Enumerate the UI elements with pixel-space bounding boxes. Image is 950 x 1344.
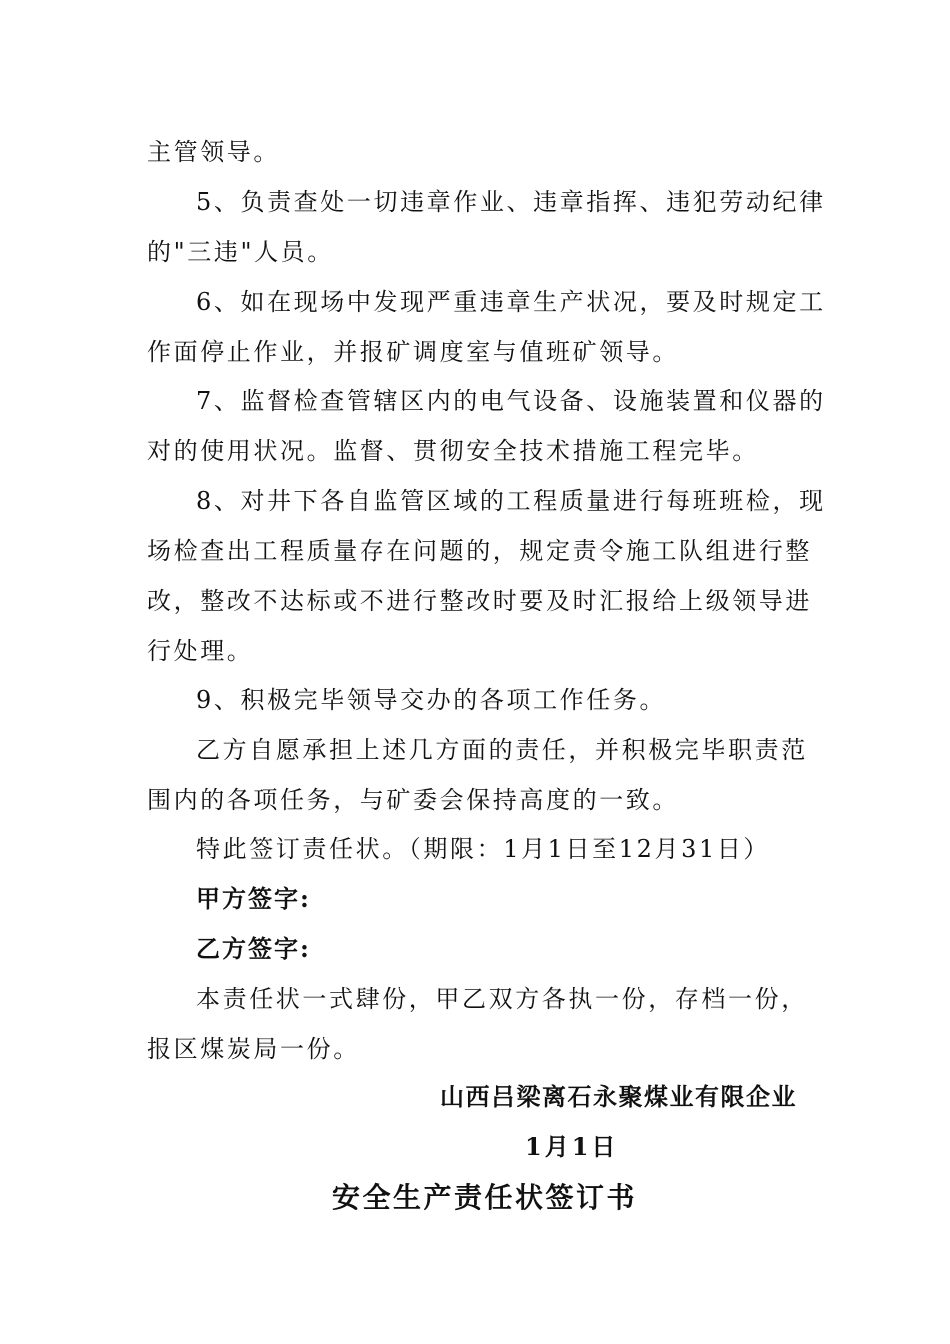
paragraph-line: 8、对井下各自监管区域的工程质量进行每班班检，现: [196, 487, 826, 515]
paragraph-line: 7、监督检查管辖区内的电气设备、设施装置和仪器的: [196, 387, 826, 415]
paragraph-line: 围内的各项任务，与矿委会保持高度的一致。: [147, 786, 679, 814]
next-document-title: 安全生产责任状签订书: [332, 1181, 638, 1214]
closing-line: 报区煤炭局一份。: [147, 1035, 360, 1063]
closing-line: 本责任状一式肆份，甲乙双方各执一份，存档一份，: [196, 985, 808, 1013]
paragraph-line: 6、如在现场中发现严重违章生产状况，要及时规定工: [196, 288, 826, 316]
paragraph-line: 改，整改不达标或不进行整改时要及时汇报给上级领导进: [147, 587, 812, 615]
paragraph-line: 乙方自愿承担上述几方面的责任，并积极完毕职责范: [196, 736, 808, 764]
paragraph-line: 9、积极完毕领导交办的各项工作任务。: [196, 686, 667, 714]
paragraph-line: 行处理。: [147, 637, 254, 665]
party-b-signature-label: 乙方签字:: [196, 934, 311, 963]
paragraph-line: 对的使用状况。监督、贯彻安全技术措施工程完毕。: [147, 437, 759, 465]
paragraph-line: 场检查出工程质量存在问题的，规定责令施工队组进行整: [147, 537, 812, 565]
paragraph-line: 5、负责查处一切违章作业、违章指挥、违犯劳动纪律: [196, 188, 826, 216]
paragraph-line: 的"三违"人员。: [147, 238, 334, 266]
paragraph-line: 作面停止作业，并报矿调度室与值班矿领导。: [147, 338, 679, 366]
company-name: 山西吕梁离石永聚煤业有限企业: [440, 1082, 797, 1111]
paragraph-line: 特此签订责任状。（期限：1月1日至12月31日）: [196, 835, 771, 863]
document-date: 1月1日: [525, 1132, 619, 1161]
party-a-signature-label: 甲方签字:: [196, 884, 311, 913]
paragraph-line: 主管领导。: [147, 138, 280, 166]
